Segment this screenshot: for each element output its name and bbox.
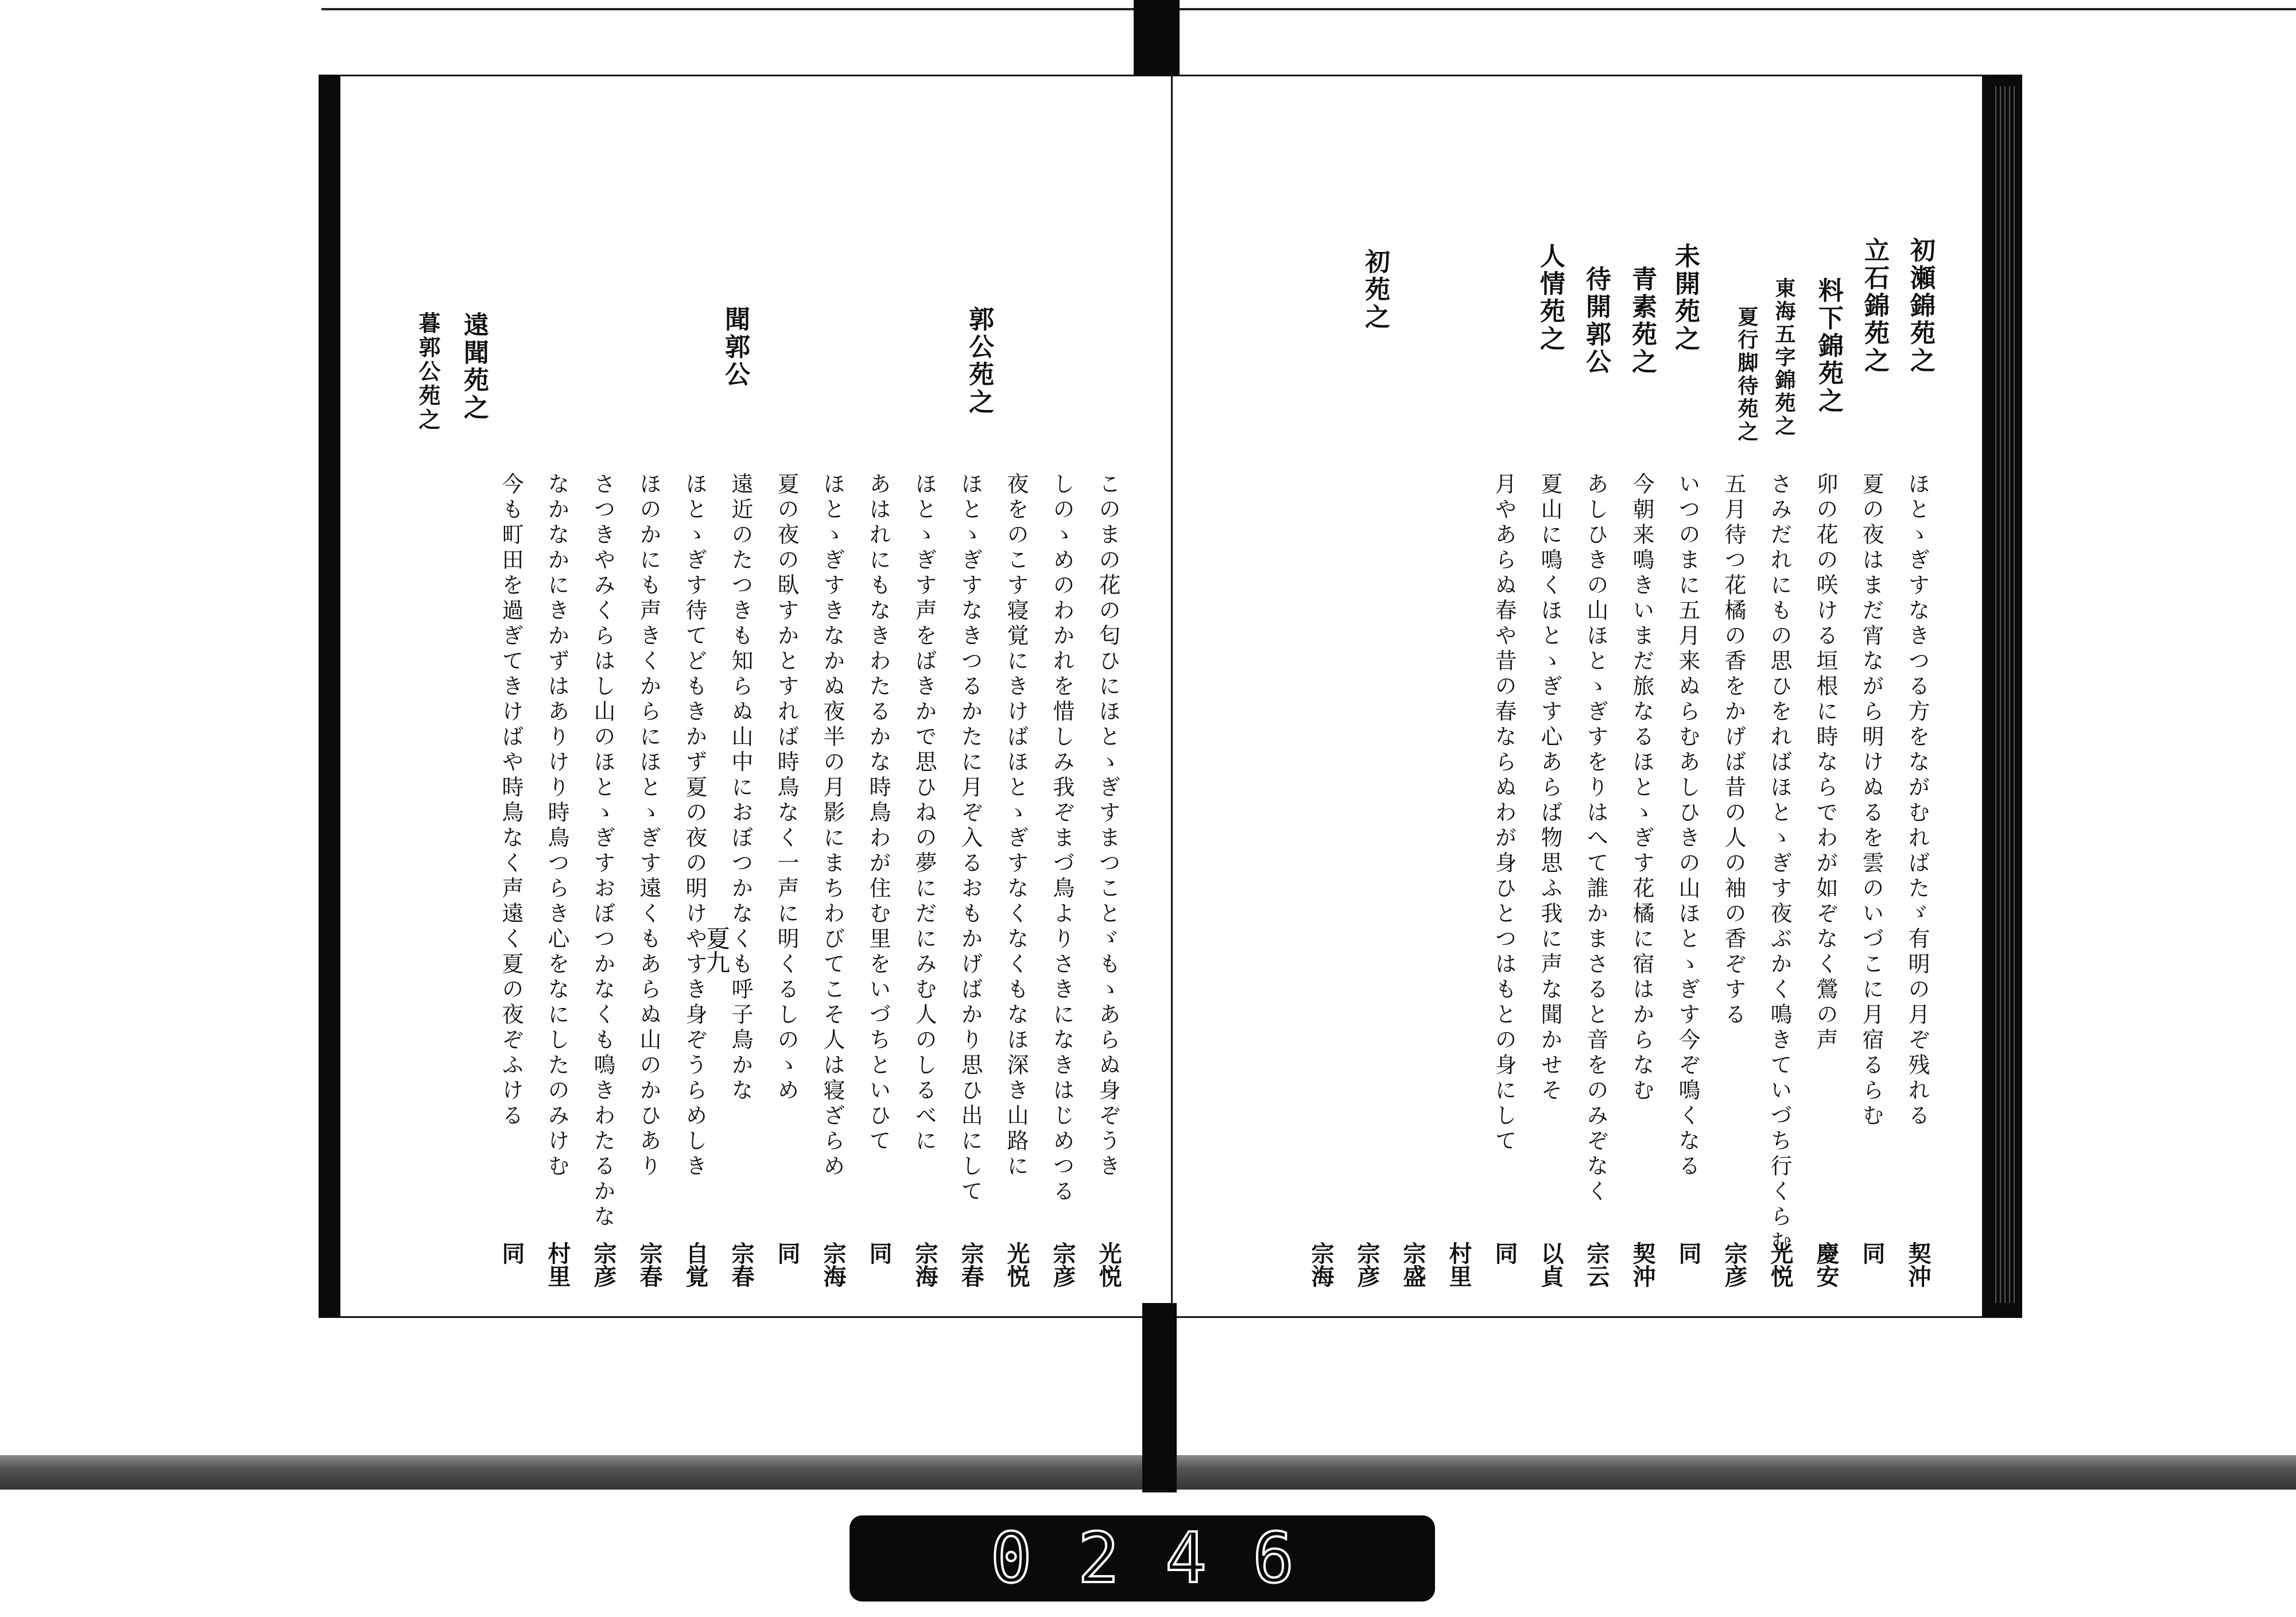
left-line-2: しのゝめのわかれを惜しみ我ぞまづ鳥よりさきになきはじめつる — [1049, 472, 1075, 1205]
right-poet-9: 以貞 — [1537, 1242, 1564, 1288]
right-heading-3: 料下錦苑之 — [1814, 277, 1843, 415]
left-line-1: このまの花の匂ひにほとゝぎすまつことゞもゝあらぬ身ぞうき — [1095, 472, 1120, 1180]
right-poet-6: 同 — [1675, 1242, 1702, 1265]
right-poet-12: 宗盛 — [1399, 1242, 1426, 1288]
left-line-12: さつきやみくらはし山のほとゝぎすおぼつかなくも鳴きわたるかな — [590, 472, 615, 1230]
right-heading-10: 初苑之 — [1360, 249, 1390, 331]
right-line-10: 月やあらぬ春や昔の春ならぬわが身ひとつはもとの身にして — [1491, 472, 1517, 1154]
right-heading-9: 人情苑之 — [1535, 243, 1565, 353]
left-poet-7: 宗海 — [820, 1242, 847, 1288]
right-poet-1: 契沖 — [1905, 1242, 1932, 1288]
left-poet-2: 宗彦 — [1049, 1242, 1076, 1288]
right-line-9: 夏山に鳴くほとゝぎす心あらば物思ふ我に声な聞かせそ — [1537, 472, 1562, 1104]
right-heading-7: 青素苑之 — [1627, 266, 1657, 376]
left-page — [319, 75, 1174, 1318]
book-fore-edge — [1992, 86, 2015, 1303]
right-poet-8: 宗云 — [1583, 1242, 1610, 1288]
left-heading-3: 遠聞苑之 — [459, 312, 488, 422]
right-line-7: 今朝来鳴きいまだ旅なるほとゝぎす花橘に宿はからなむ — [1629, 472, 1654, 1104]
right-poet-14: 宗海 — [1308, 1242, 1335, 1288]
frame-number-plate — [850, 1515, 1435, 1602]
left-line-13: なかなかにきかずはありけり時鳥つらき心をなにしたのみけむ — [544, 472, 569, 1180]
page-number: 夏九 — [703, 926, 731, 974]
left-line-11: ほのかにも声きくからにほとゝぎす遠くもあらぬ山のかひあり — [636, 472, 661, 1180]
right-line-1: ほとゝぎすなきつる方をながむればたゞ有明の月ぞ残れる — [1905, 472, 1930, 1129]
left-poet-5: 宗海 — [912, 1242, 938, 1288]
right-heading-5: 夏行脚待苑之 — [1735, 306, 1759, 444]
left-line-14: 今も町田を過ぎてきけばや時鳥なく声遠く夏の夜ぞふける — [498, 472, 523, 1129]
right-line-3: 卯の花の咲ける垣根に時ならでわが如ぞなく鶯の声 — [1813, 472, 1838, 1053]
left-line-10: ほとゝぎす待てどもきかず夏の夜の明けやすき身ぞうらめしき — [682, 472, 707, 1180]
left-poet-8: 同 — [774, 1242, 801, 1265]
right-poet-7: 契沖 — [1629, 1242, 1656, 1288]
right-heading-6: 未開苑之 — [1670, 243, 1700, 353]
book-spine-top — [1134, 0, 1180, 80]
right-poet-11: 村里 — [1445, 1242, 1472, 1288]
left-poet-3: 光悦 — [1003, 1242, 1030, 1288]
left-heading-1: 郭公苑之 — [964, 306, 994, 416]
left-line-8: 夏の夜の臥すかとすれば時鳥なく一声に明くるしのゝめ — [774, 472, 799, 1104]
left-poet-10: 自覚 — [682, 1242, 709, 1288]
left-poet-4: 宗春 — [957, 1242, 984, 1288]
right-line-6: いつのまに五月来ぬらむあしひきの山ほとゝぎす今ぞ鳴くなる — [1675, 472, 1700, 1180]
left-line-4: ほとゝぎすなきつるかたに月ぞ入るおもかげばかり思ひ出にして — [957, 472, 983, 1205]
right-heading-8: 待開郭公 — [1581, 266, 1611, 376]
top-edge-line — [321, 8, 2296, 10]
left-poet-13: 村里 — [544, 1242, 571, 1288]
right-line-5: 五月待つ花橘の香をかげば昔の人の袖の香ぞする — [1721, 472, 1746, 1028]
right-heading-2: 立石錦苑之 — [1860, 237, 1889, 375]
right-poet-13: 宗彦 — [1353, 1242, 1380, 1288]
left-line-3: 夜をのこす寝覚にきけばほとゝぎすなくなくもなほ深き山路に — [1003, 472, 1029, 1180]
right-poet-3: 慶安 — [1813, 1242, 1840, 1288]
left-line-7: ほとゝぎすきなかぬ夜半の月影にまちわびてこそ人は寝ざらめ — [820, 472, 845, 1180]
right-poet-5: 宗彦 — [1721, 1242, 1748, 1288]
right-line-4: さみだれにもの思ひをればほとゝぎす夜ぶかく鳴きていづち行くらむ — [1767, 472, 1792, 1255]
left-poet-6: 同 — [866, 1242, 893, 1265]
left-poet-1: 光悦 — [1095, 1242, 1122, 1288]
left-poet-12: 宗彦 — [590, 1242, 617, 1288]
right-heading-1: 初瀬錦苑之 — [1906, 237, 1935, 375]
right-page — [1171, 75, 2022, 1318]
right-poet-2: 同 — [1859, 1242, 1886, 1265]
right-poet-4: 光悦 — [1767, 1242, 1794, 1288]
book-spine-bottom — [1142, 1303, 1177, 1492]
left-poet-14: 同 — [498, 1242, 525, 1265]
left-line-6: あはれにもなきわたるかな時鳥わが住む里をいづちといひて — [866, 472, 891, 1154]
left-poet-11: 宗春 — [636, 1242, 663, 1288]
right-poet-10: 同 — [1491, 1242, 1518, 1265]
frame-number: 0246 — [990, 1518, 1340, 1599]
right-line-8: あしひきの山ほとゝぎすをりはへて誰かまさると音をのみぞなく — [1583, 472, 1608, 1205]
right-line-2: 夏の夜はまだ宵ながら明けぬるを雲のいづこに月宿るらむ — [1859, 472, 1884, 1129]
left-heading-2: 聞郭公 — [720, 306, 750, 389]
right-heading-4: 東海五字錦苑之 — [1772, 277, 1796, 438]
left-heading-4: 暮郭公苑之 — [415, 312, 441, 432]
left-line-9: 遠近のたつきも知らぬ山中におぼつかなくも呼子鳥かな — [728, 472, 753, 1104]
left-poet-9: 宗春 — [728, 1242, 755, 1288]
left-line-5: ほとゝぎす声をばきかで思ひねの夢にだにみむ人のしるべに — [912, 472, 937, 1154]
